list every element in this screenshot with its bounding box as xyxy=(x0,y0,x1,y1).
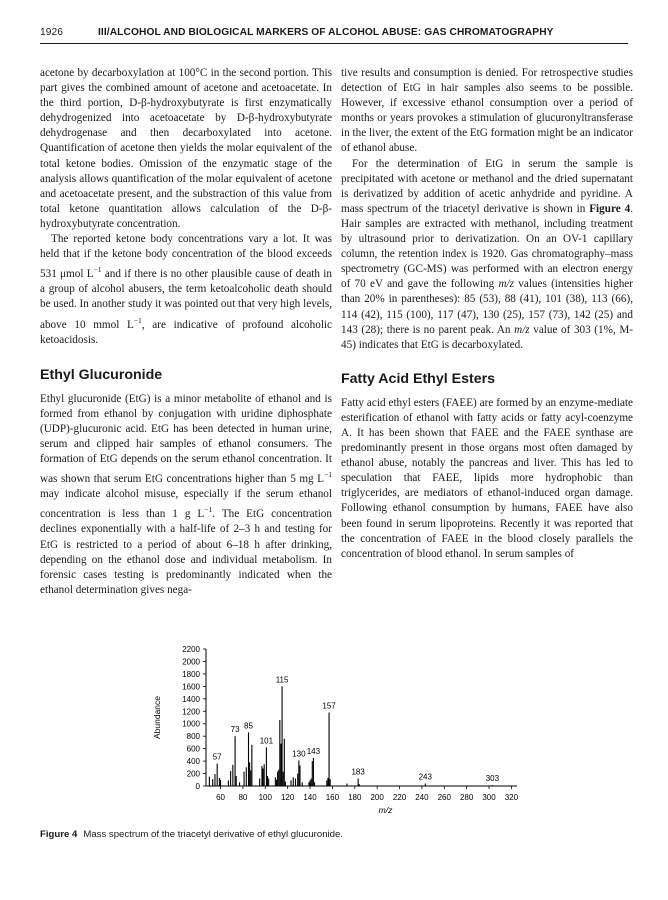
peak-label: 183 xyxy=(351,767,365,777)
peak-label: 303 xyxy=(485,774,500,784)
paragraph: Fatty acid ethyl esters (FAEE) are formed by an enzyme-mediate esterification of ethanol with fatty acids or fatty acyl-coenzyme A. It has been shown that FAEE and the FAEE synthase are predominantly present in those organs most often damaged by ethanol abuse, notably the pancreas and liver. This has led to speculation that FAEE, lipids more hydrophobic than triglycerides, are mediators of ethanol-induced organ damage. Following ethanol consumption by humans, FAEE have also been found in serum lipoproteins. Recently it was reported that the concentration of FAEE in the blood closely parallels the concentration of blood ethanol. In serum samples of xyxy=(341,396,633,560)
section-heading: Fatty Acid Ethyl Esters xyxy=(341,370,496,387)
peak-label: 115 xyxy=(275,675,289,685)
x-tick-label: 120 xyxy=(280,793,295,802)
y-tick-label: 600 xyxy=(186,744,200,754)
figure-4 xyxy=(40,636,628,836)
y-tick-label: 1600 xyxy=(182,682,200,692)
paragraph: Ethyl glucuronide (EtG) is a minor metabolite of ethanol and is formed from ethanol by conjugation with uridine diphosphate (UDP)-glucuronic acid. EtG has been detected in human urine, serum and clipped hair samples of ethanol consumers. The formation of EtG depends on the serum ethanol concentration. It was shown that serum EtG concentrations higher than 5 mg $L^{-1}$ may indicate alcohol misuse, especially if the serum ethanol concentration is less than 1 g $L^{-1}$. The EtG concentration declines exponentially with a half-life of 2–3 h and testing for EtG is restricted to a period of about 6–18 h after drinking, depending on the ethanol dose and individual metabolism. In forensic cases testing is predominantly indicated when the ethanol determination gives nega- xyxy=(40,392,332,596)
header-rule xyxy=(40,43,628,44)
figure-reference: Figure 4 xyxy=(589,202,631,215)
y-tick-label: 2000 xyxy=(182,657,200,667)
y-tick-label: 1400 xyxy=(182,694,200,704)
page-number: 1926 xyxy=(40,27,64,38)
paragraph: For the determination of EtG in serum the sample is precipitated with acetone or methanol and the dried supernatant is derivatized by addition of acetic anhydride and pyridine. A mass spectrum of the triacetyl derivative is shown in Figure 4. Hair samples are extracted with methanol, including treatment by ultrasound prior to derivatization. On an OV-1 capillary column, the retention index is 1920. Gas chromatography–mass spectrometry (GC-MS) was performed with an electron energy of 70 eV and gave the following m/z values (intensities higher than 20% in parentheses): 85 (53), 88 (41), 101 (38), 113 (66), 114 (42), 115 (100), 117 (47), 130 (25), 157 (73), 142 (25) and 143 (28); there is no parent peak. An m/z value of 303 (1%, M-45) indicates that EtG is decarboxylated. xyxy=(341,157,633,351)
x-tick-label: 200 xyxy=(370,793,384,802)
x-tick-label: 260 xyxy=(437,793,451,802)
y-tick-label: 1200 xyxy=(182,707,200,717)
y-tick-label: 800 xyxy=(186,732,200,742)
x-tick-label: 80 xyxy=(238,793,248,802)
x-tick-label: 180 xyxy=(348,793,362,802)
x-tick-label: 300 xyxy=(482,793,496,802)
y-tick-label: 1800 xyxy=(182,669,200,679)
y-tick-label: 2200 xyxy=(182,645,200,654)
peak-label: 143 xyxy=(306,746,321,756)
caption-text: Mass spectrum of the triacetyl derivative of ethyl glucuronide. xyxy=(83,829,344,840)
y-tick-label: 1000 xyxy=(182,719,200,729)
x-tick-label: 160 xyxy=(325,793,340,802)
peak-label: 130 xyxy=(292,749,306,759)
running-title: III/ALCOHOL AND BIOLOGICAL MARKERS OF ALCOHOL ABUSE: GAS CHROMATOGRAPHY xyxy=(98,27,554,38)
x-axis-label: m/z xyxy=(378,805,393,815)
x-tick-label: 280 xyxy=(459,793,474,802)
caption-label: Figure 4 xyxy=(40,829,78,840)
section-heading: Ethyl Glucuronide xyxy=(40,366,163,383)
left-column xyxy=(40,66,332,598)
y-tick-label: 400 xyxy=(186,757,200,767)
y-axis-label: Abundance xyxy=(152,695,162,740)
paragraph: acetone by decarboxylation at 100°C in the second portion. This part gives the combined amount of acetone and acetoacetate. In the third portion, D-β-hydroxybutyrate is first enzymatically dehydrogenized into acetoacetate by D-β-hydroxybutyrate dehydrogenase and then decarboxylated into acetone. Quantification of acetone then yields the molar equivalent of the total ketone bodies. Omission of the enzymatic stage of the analysis allows quantification of the molar equivalent of acetone and acetoacetate present, and the substraction of this value from total ketone quantitation allows calculation of the D-β-hydroxybutyrate concentration. xyxy=(40,67,332,230)
x-tick-label: 140 xyxy=(303,793,317,802)
peak-label: 85 xyxy=(244,721,253,731)
right-column xyxy=(341,66,633,562)
y-tick-label: 0 xyxy=(195,782,200,791)
peak-label: 243 xyxy=(418,772,432,782)
paragraph: The reported ketone body concentrations vary a lot. It was held that if the ketone body concentration of the blood exceeds 531 μmol $L^{-1}$ and if there is no other plausible cause of death in a group of alcohol abusers, the term ketoalcoholic death should be used. In another study it was pointed out that very high levels, above 10 mmol $L^{-1}$, are indicative of profound alcoholic ketoacidosis. xyxy=(40,233,333,346)
x-tick-label: 100 xyxy=(258,793,272,802)
x-tick-label: 220 xyxy=(392,793,407,802)
peak-label: 157 xyxy=(322,701,336,711)
running-header xyxy=(40,27,628,41)
y-tick-label: 200 xyxy=(186,769,200,779)
peak-label: 73 xyxy=(230,725,240,735)
x-tick-label: 240 xyxy=(415,793,429,802)
figure-caption xyxy=(40,829,343,840)
peak-label: 57 xyxy=(212,752,222,762)
peak-label: 101 xyxy=(259,736,274,746)
x-tick-label: 60 xyxy=(216,793,225,802)
x-tick-label: 320 xyxy=(504,793,519,802)
paragraph: tive results and consumption is denied. For retrospective studies detection of EtG in hair samples also seems to be possible. However, if excessive ethanol consumption over a period of months or years provokes a stimulation of glucuronyltransferase in the liver, the extent of the EtG formation might be an indicator of ethanol abuse. xyxy=(341,67,633,155)
mass-spectrum-chart xyxy=(40,636,628,826)
